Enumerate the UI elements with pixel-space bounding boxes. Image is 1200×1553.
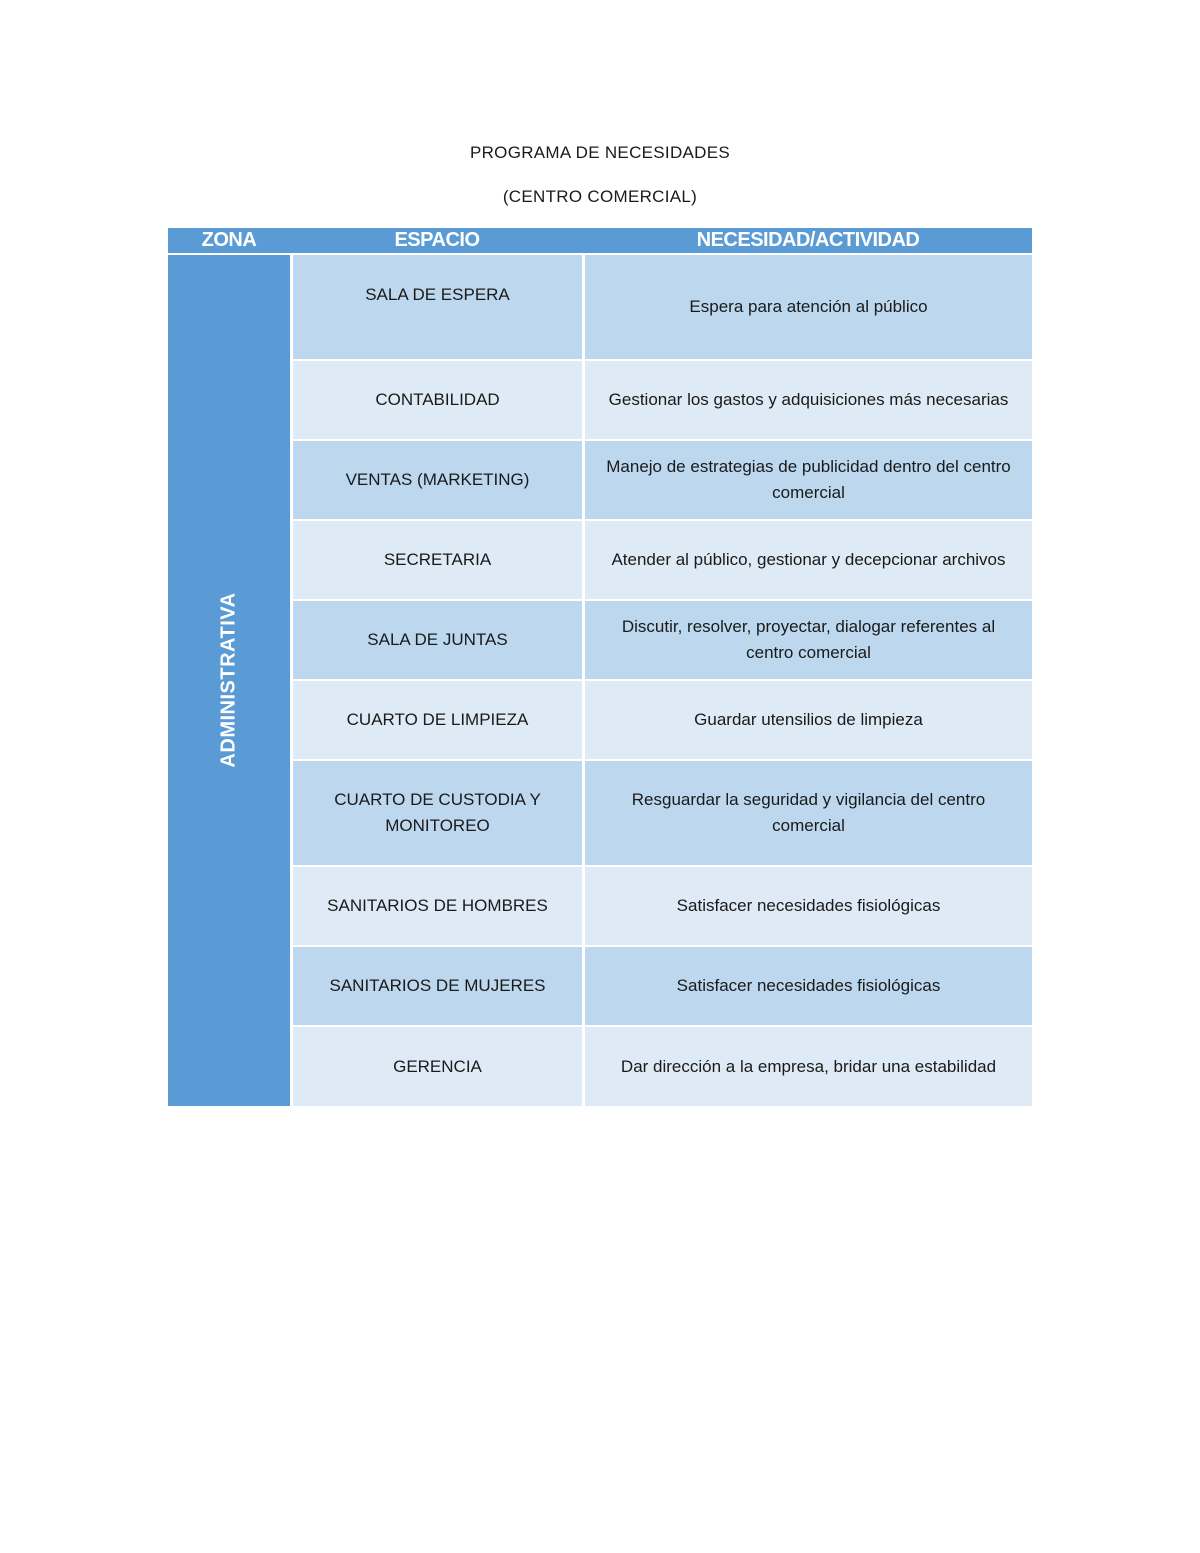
cell-necesidad-sanitarios-hombres: Satisfacer necesidades fisiológicas [585,867,1032,945]
cell-espacio-sanitarios-mujeres: SANITARIOS DE MUJERES [293,947,582,1025]
cell-espacio-secretaria: SECRETARIA [293,521,582,599]
cell-espacio-sala-de-espera: SALA DE ESPERA [293,255,582,359]
header-necesidad: NECESIDAD/ACTIVIDAD [696,229,920,251]
zone-label: ADMINISTRATIVA [217,592,240,768]
cell-necesidad-secretaria: Atender al público, gestionar y decepcionar archivos [585,521,1032,599]
cell-necesidad-contabilidad: Gestionar los gastos y adquisiciones más necesarias [585,361,1032,439]
cell-necesidad-sanitarios-mujeres: Satisfacer necesidades fisiológicas [585,947,1032,1025]
document-subtitle: (CENTRO COMERCIAL) [502,187,698,206]
cell-espacio-sala-de-juntas: SALA DE JUNTAS [293,601,582,679]
header-zona: ZONA [201,229,257,251]
cell-necesidad-cuarto-de-limpieza: Guardar utensilios de limpieza [585,681,1032,759]
cell-necesidad-cuarto-de-custodia: Resguardar la seguridad y vigilancia del centro comercial [585,761,1032,865]
header-espacio: ESPACIO [394,229,480,251]
cell-necesidad-sala-de-juntas: Discutir, resolver, proyectar, dialogar referentes al centro comercial [585,601,1032,679]
cell-espacio-sanitarios-hombres: SANITARIOS DE HOMBRES [293,867,582,945]
cell-espacio-cuarto-de-limpieza: CUARTO DE LIMPIEZA [293,681,582,759]
cell-espacio-contabilidad: CONTABILIDAD [293,361,582,439]
cell-espacio-ventas: VENTAS (MARKETING) [293,441,582,519]
cell-espacio-cuarto-de-custodia: CUARTO DE CUSTODIA Y MONITOREO [293,761,582,865]
cell-necesidad-sala-de-espera: Espera para atención al público [585,255,1032,359]
document-title: PROGRAMA DE NECESIDADES [469,143,731,162]
cell-necesidad-ventas: Manejo de estrategias de publicidad dentro del centro comercial [585,441,1032,519]
cell-espacio-gerencia: GERENCIA [293,1027,582,1106]
cell-necesidad-gerencia: Dar dirección a la empresa, bridar una estabilidad [585,1027,1032,1106]
table-header [168,228,1032,253]
zone-cell [168,255,290,1106]
